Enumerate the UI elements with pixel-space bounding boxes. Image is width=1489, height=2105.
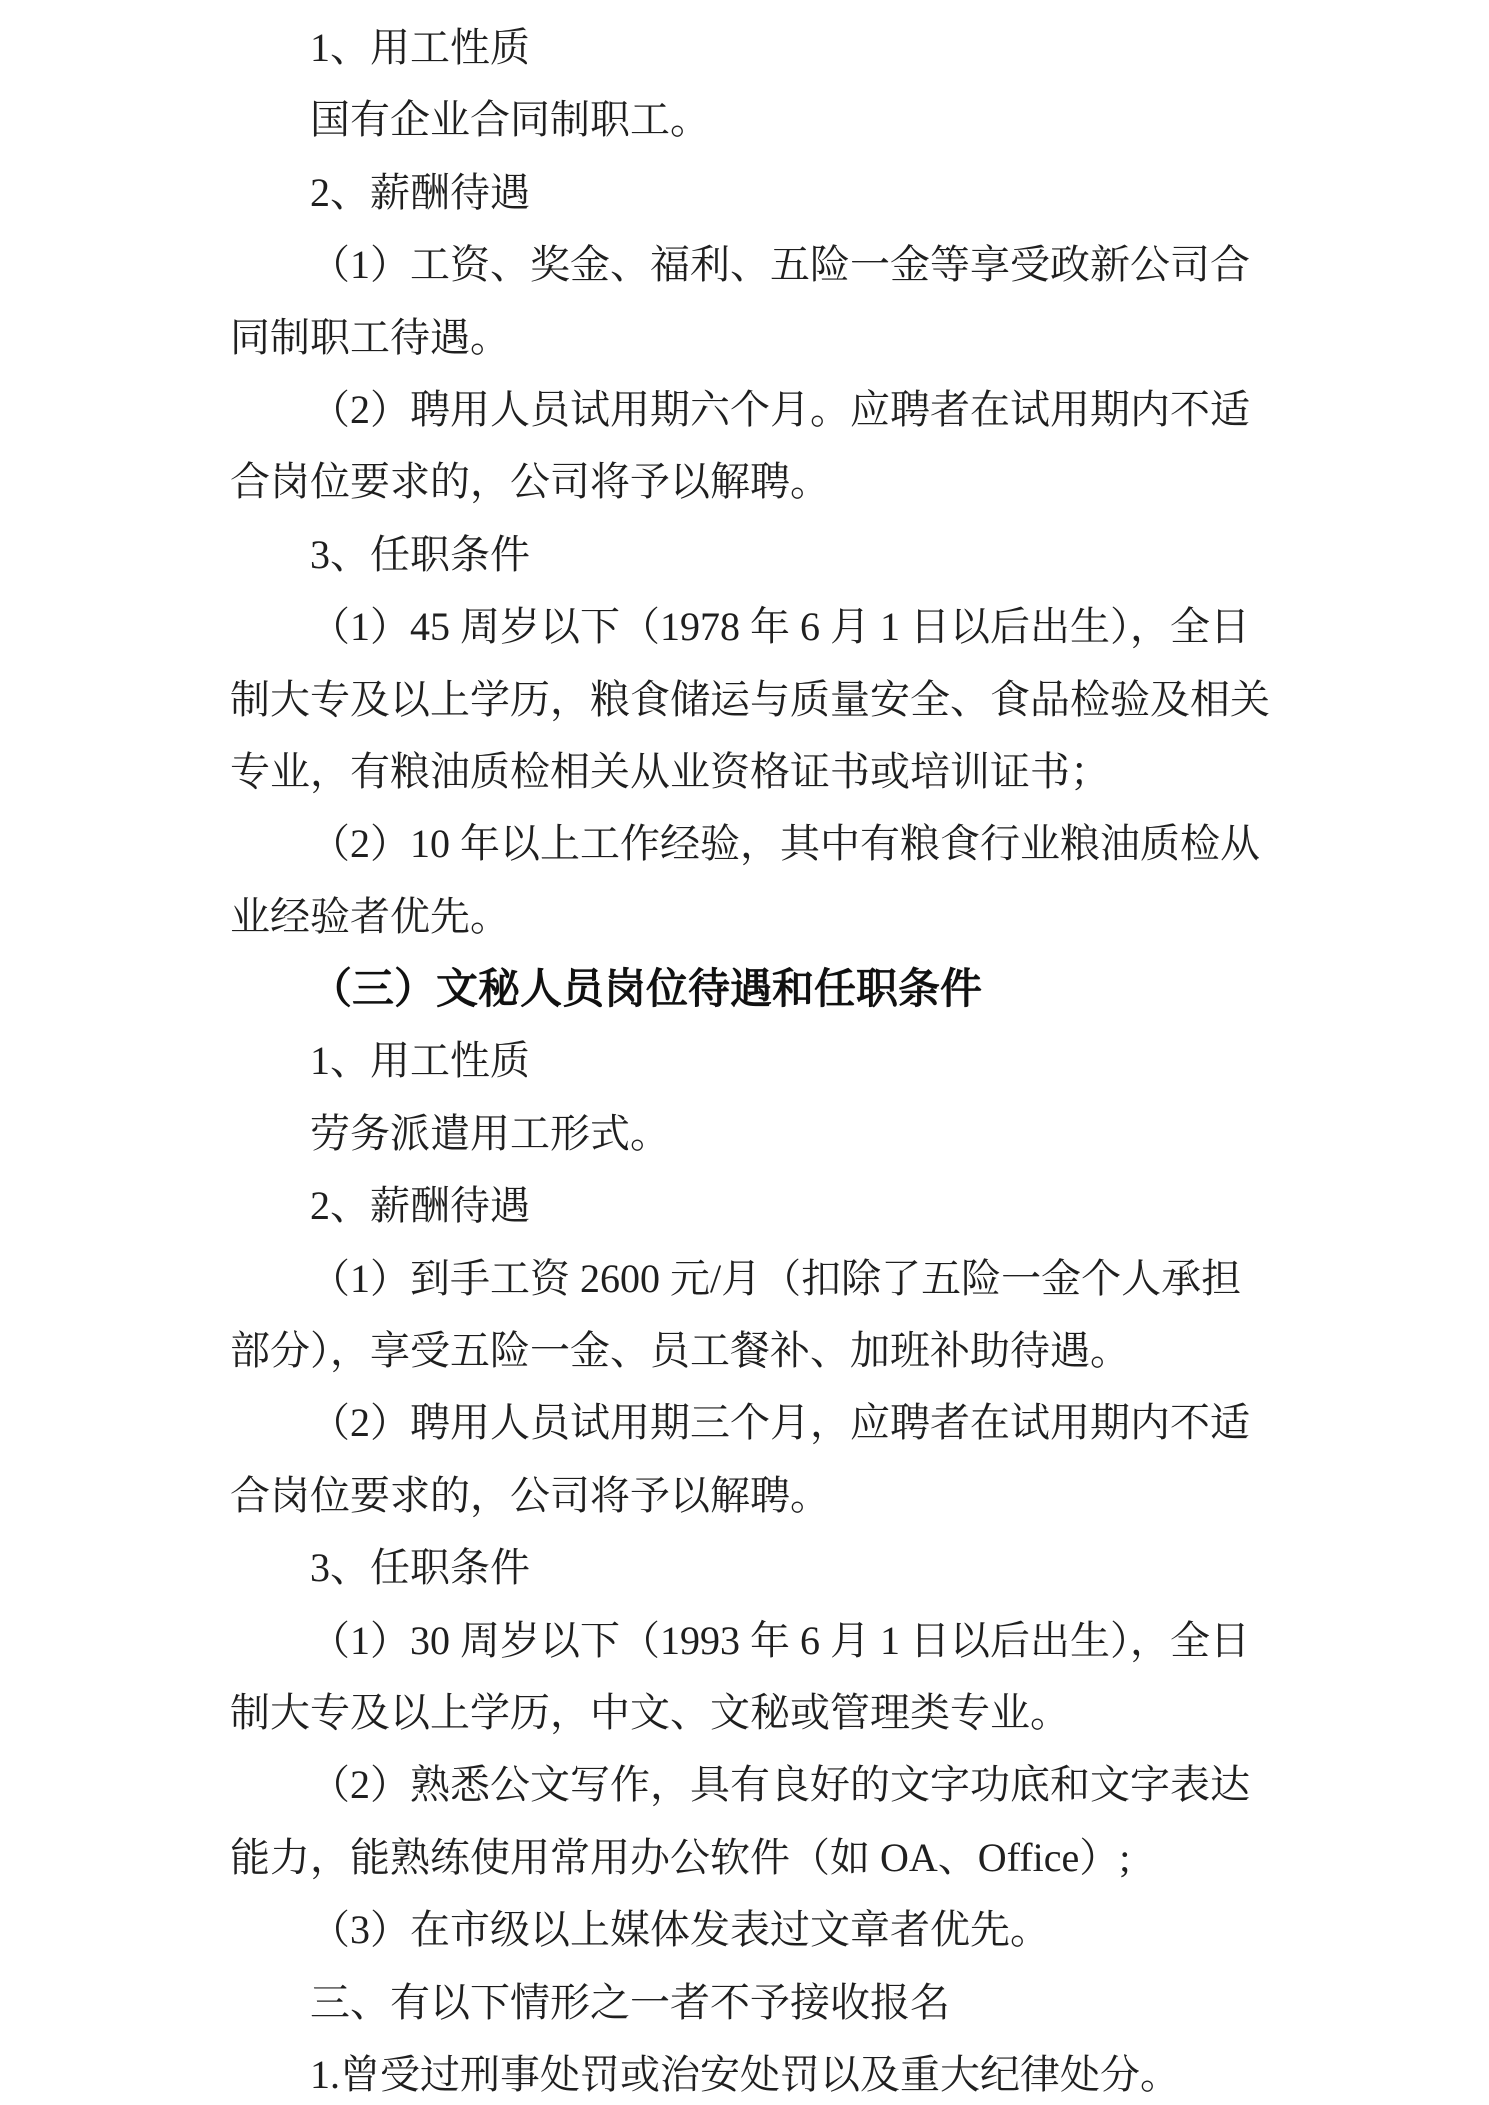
document-line: 合岗位要求的，公司将予以解聘。 — [230, 1472, 830, 1518]
document-line: 2、薪酬待遇 — [310, 169, 530, 215]
document-line: （1）30 周岁以下（1993 年 6 月 1 日以后出生），全日 — [310, 1617, 1250, 1663]
document-line: （2）聘用人员试用期三个月，应聘者在试用期内不适 — [310, 1400, 1250, 1446]
document-line: 1.曾受过刑事处罚或治安处罚以及重大纪律处分。 — [310, 2051, 1180, 2097]
document-line: （1）到手工资 2600 元/月（扣除了五险一金个人承担 — [310, 1255, 1242, 1301]
document-line: 1、用工性质 — [310, 25, 530, 70]
document-line: 3、任职条件 — [310, 1545, 530, 1591]
document-line: 三、有以下情形之一者不予接收报名 — [310, 1979, 950, 2025]
document-line: 合岗位要求的，公司将予以解聘。 — [230, 459, 830, 505]
document-line: 1、用工性质 — [310, 1038, 530, 1084]
document-line: （三）文秘人员岗位待遇和任职条件 — [310, 965, 983, 1013]
document-line: 专业，有粮油质检相关从业资格证书或培训证书； — [230, 748, 1110, 794]
document-line: （2）聘用人员试用期六个月。应聘者在试用期内不适 — [310, 386, 1250, 432]
document-line: （2）熟悉公文写作，具有良好的文字功底和文字表达 — [310, 1762, 1250, 1808]
document-line: 制大专及以上学历，粮食储运与质量安全、食品检验及相关 — [230, 676, 1270, 722]
document-line: 2、薪酬待遇 — [310, 1183, 530, 1229]
document-line: 能力，能熟练使用常用办公软件（如 OA、Office）; — [230, 1834, 1131, 1880]
document-line: （2）10 年以上工作经验，其中有粮食行业粮油质检从 — [310, 821, 1260, 867]
document-line: 国有企业合同制职工。 — [310, 97, 710, 143]
document-line: （1）工资、奖金、福利、五险一金等享受政新公司合 — [310, 242, 1250, 288]
document-line: 制大专及以上学历，中文、文秘或管理类专业。 — [230, 1689, 1070, 1735]
document-text-block — [230, 12, 1270, 2105]
document-line: 3、任职条件 — [310, 531, 530, 577]
document-line: （1）45 周岁以下（1978 年 6 月 1 日以后出生），全日 — [310, 604, 1250, 650]
document-line: 业经验者优先。 — [230, 893, 510, 939]
document-line: 同制职工待遇。 — [230, 314, 510, 360]
document-line: 部分），享受五险一金、员工餐补、加班补助待遇。 — [230, 1328, 1130, 1374]
document-line: 劳务派遣用工形式。 — [310, 1110, 670, 1156]
document-line: （3）在市级以上媒体发表过文章者优先。 — [310, 1907, 1050, 1953]
